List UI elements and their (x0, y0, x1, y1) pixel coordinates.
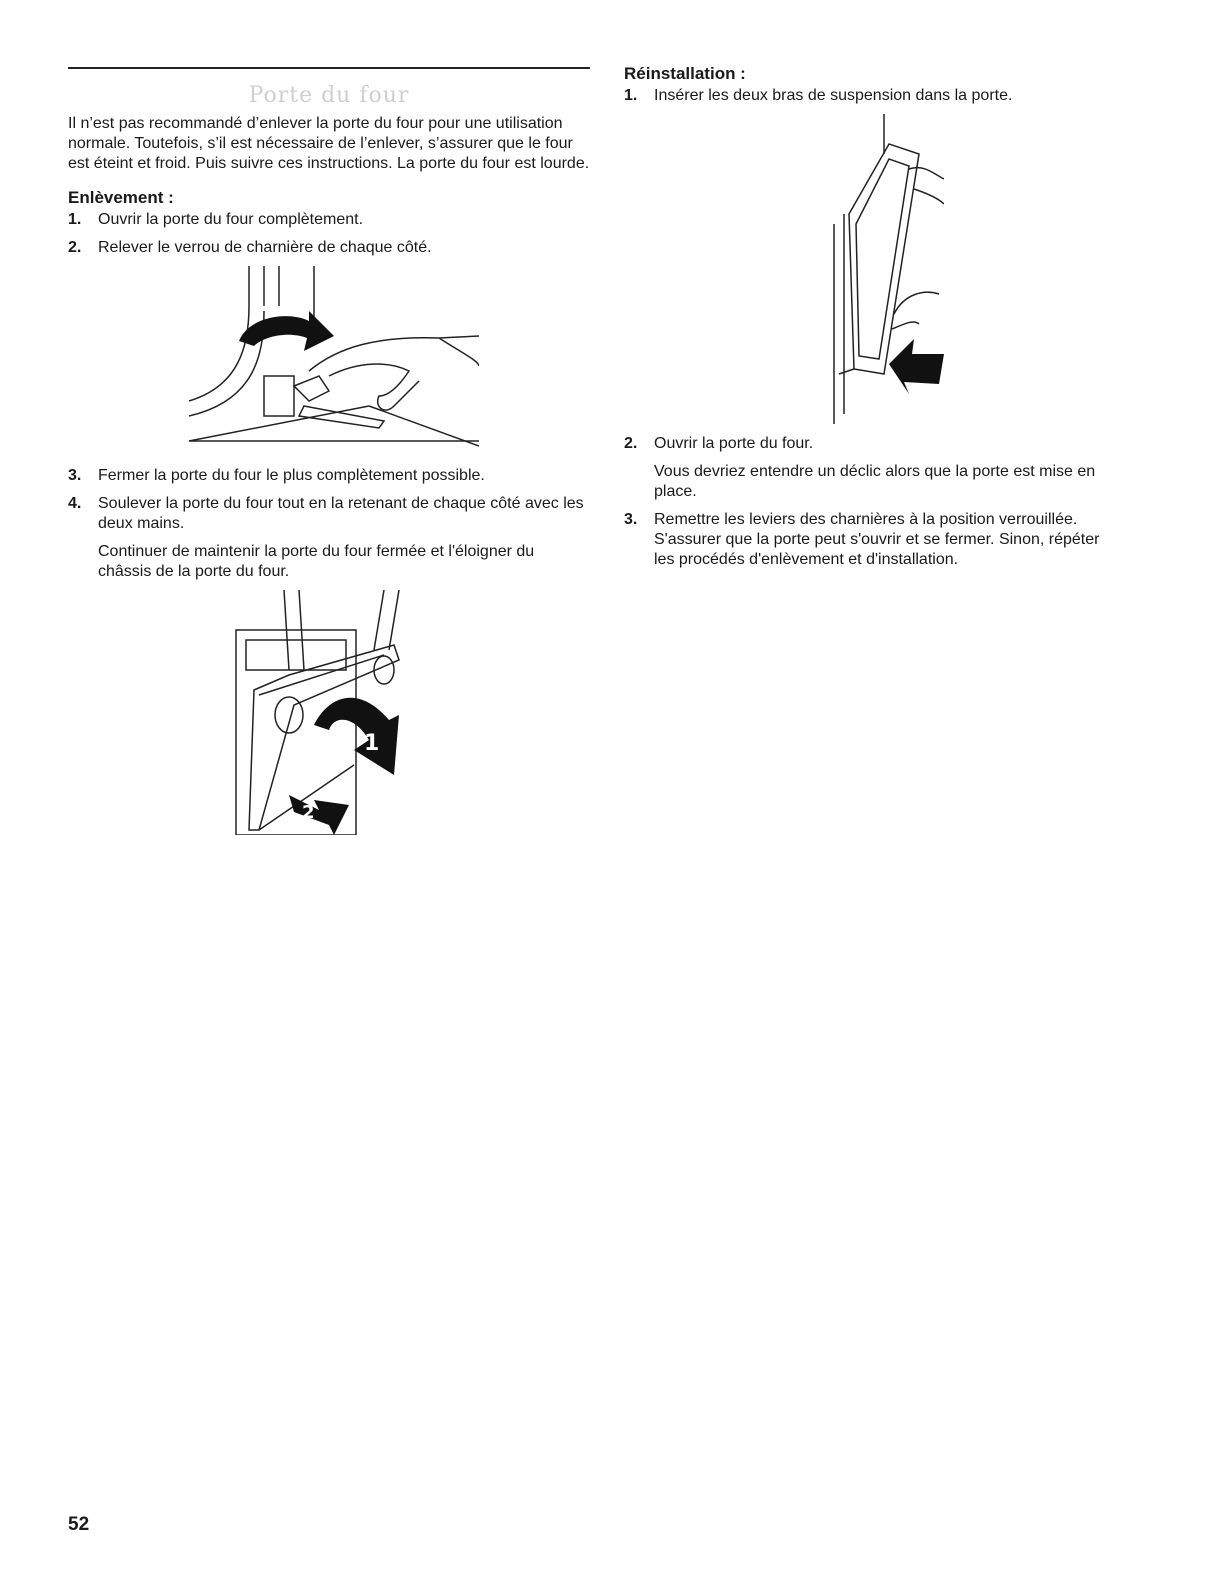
removal-step-2: 2. Relever le verrou de charnière de chaque côté. (68, 239, 432, 256)
removal-step-4: 4. Soulever la porte du four tout en la retenant de chaque côté avec les deux mains. Continuer de maintenir la porte du four fermée et l'éloigner du châssis de la porte du four. (68, 494, 590, 582)
right-column (624, 62, 1124, 578)
hanger-arms-illustration (804, 114, 944, 424)
page-number: 52 (68, 1514, 90, 1535)
reinstall-step-3: 3. Remettre les leviers des charnières à la position verrouillée. S'assurer que la porte peut s'ouvrir et se fermer. Sinon, répéter les procédés d'enlèvement et d'installation. (624, 511, 1100, 568)
lift-door-illustration (234, 590, 424, 835)
reinstall-heading: Réinstallation : (624, 64, 746, 83)
arrow-label-1: 1 (364, 731, 380, 756)
reinstall-steps-b (624, 434, 1124, 570)
removal-step-3: 3. Fermer la porte du four le plus complètement possible. (68, 467, 485, 484)
removal-step-1: 1. Ouvrir la porte du four complètement. (68, 211, 364, 228)
section-title: Porte du four (248, 83, 410, 108)
removal-steps-a (68, 210, 590, 258)
reinstall-step-2: 2. Ouvrir la porte du four. Vous devriez entendre un déclic alors que la porte est mise en place. (624, 434, 1124, 502)
reinstall-steps-a (624, 86, 1124, 106)
removal-step-4-note: Continuer de maintenir la porte du four fermée et l'éloigner du châssis de la porte du four. (98, 543, 535, 580)
intro-paragraph: Il n’est pas recommandé d’enlever la porte du four pour une utilisation normale. Toutefois, s’il est nécessaire de l’enlever, s’assurer que le four est éteint et froid. Puis suivre ces instructions. La porte du four est lourde. (68, 115, 590, 172)
hinge-lock-illustration (179, 266, 479, 456)
removal-steps-b (68, 466, 590, 582)
arrow-label-2: 2 (302, 802, 315, 823)
left-column (68, 62, 590, 845)
reinstall-step-2-note: Vous devriez entendre un déclic alors que la porte est mise en place. (654, 463, 1096, 500)
reinstall-step-1: 1. Insérer les deux bras de suspension dans la porte. (624, 87, 1013, 104)
removal-heading: Enlèvement : (68, 188, 174, 207)
section-rule (68, 67, 590, 69)
